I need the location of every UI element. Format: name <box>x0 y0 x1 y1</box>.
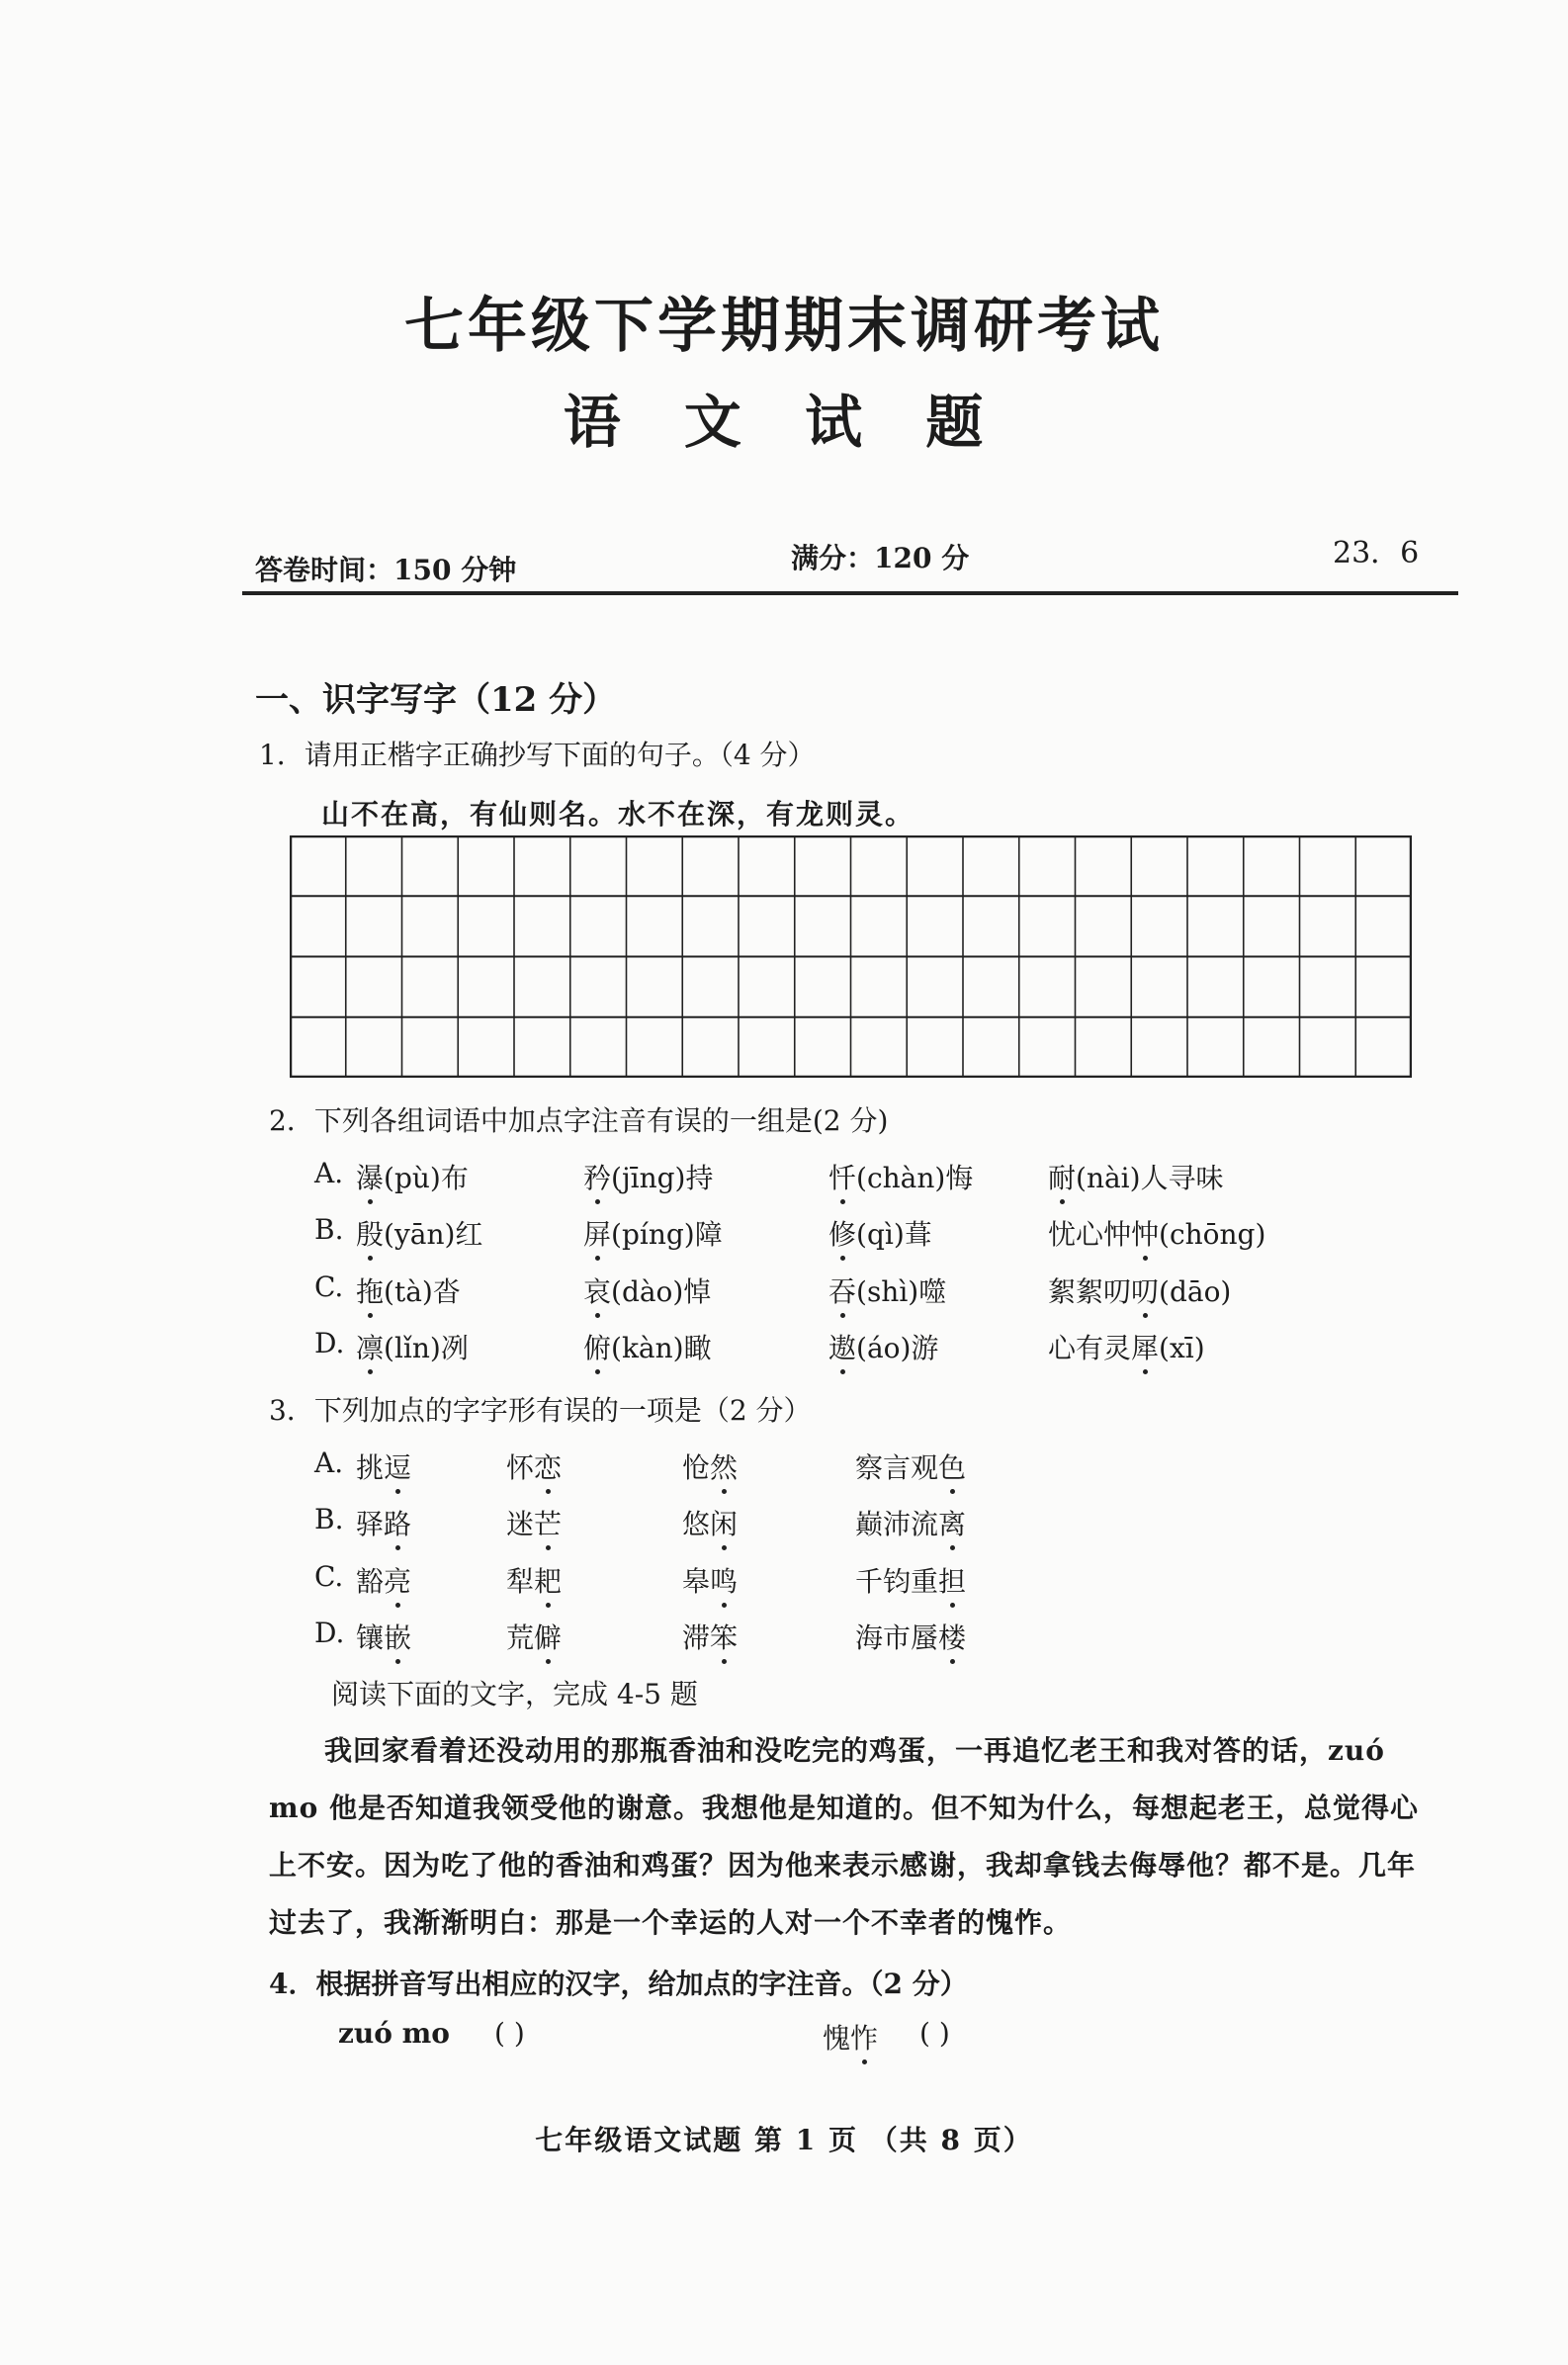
q2-option-letter[interactable]: D. <box>314 1327 345 1359</box>
q4-answer-blank-2[interactable]: ( ) <box>919 2017 950 2050</box>
q2-word: 殷(yān)红 <box>356 1213 482 1253</box>
q3-option-letter[interactable]: D. <box>314 1617 345 1649</box>
q4-word-dotted: 愧怍 <box>823 2022 878 2055</box>
q3-word: 荒僻 <box>506 1617 562 1656</box>
q2-word: 忏(chàn)悔 <box>828 1157 973 1196</box>
exam-subtitle: 语 文 试 题 <box>563 389 1005 456</box>
reading-passage: 我回家看着还没动用的那瓶香油和没吃完的鸡蛋，一再追忆老王和我对答的话，zuó mo 他是否知道我领受他的谢意。我想他是知道的。但不知为什么，每想起老王，总觉得心上不安。因为吃了他的香油和鸡蛋？因为他来表示感谢，我却拿钱去侮辱他？都不是。几年过去了，我渐渐明白：那是一个幸运的人对一个不幸者的愧怍。 <box>269 1734 1420 1939</box>
q2-option-letter[interactable]: C. <box>314 1270 344 1303</box>
q2-word: 俯(kàn)瞰 <box>583 1327 712 1366</box>
page-footer: 七年级语文试题 第 1 页 （共 8 页） <box>535 2124 1033 2156</box>
exam-date: 23．6 <box>1333 536 1420 570</box>
q1-prompt: 1．请用正楷字正确抄写下面的句子。（4 分） <box>259 739 816 771</box>
q3-word: 皋鸣 <box>682 1560 738 1600</box>
q4-pinyin: zuó mo <box>338 2017 450 2050</box>
q2-word: 修(qì)葺 <box>828 1213 932 1253</box>
q2-word: 遨(áo)游 <box>828 1327 938 1366</box>
time-label: 答卷时间：150 分钟 <box>255 554 517 586</box>
writing-grid[interactable] <box>290 835 1412 1078</box>
q3-word: 镶嵌 <box>356 1617 411 1656</box>
q3-word: 怆然 <box>682 1446 738 1486</box>
q2-word: 屏(píng)障 <box>583 1213 723 1253</box>
q3-word: 海市蜃楼 <box>855 1617 966 1656</box>
q2-word: 瀑(pù)布 <box>356 1157 469 1196</box>
q1-sentence: 山不在高，有仙则名。水不在深，有龙则灵。 <box>321 798 915 831</box>
q3-word: 挑逗 <box>356 1446 411 1486</box>
q2-word: 拖(tà)沓 <box>356 1270 461 1310</box>
q2-word: 凛(lǐn)冽 <box>356 1327 469 1366</box>
q3-word: 千钧重担 <box>855 1560 966 1600</box>
q3-word: 豁亮 <box>356 1560 411 1600</box>
q3-word: 巅沛流离 <box>855 1503 966 1542</box>
q3-word: 犁耙 <box>506 1560 562 1600</box>
q3-word: 悠闲 <box>682 1503 738 1542</box>
q2-word: 矜(jīng)持 <box>583 1157 713 1196</box>
q2-word: 忧心忡忡(chōng) <box>1048 1213 1265 1253</box>
q2-word: 心有灵犀(xī) <box>1048 1327 1205 1366</box>
q3-option-letter[interactable]: A. <box>314 1446 344 1479</box>
q4-prompt: 4．根据拼音写出相应的汉字，给加点的字注音。（2 分） <box>269 1968 968 2000</box>
reading-intro: 阅读下面的文字，完成 4-5 题 <box>331 1678 698 1710</box>
q3-word: 滞笨 <box>682 1617 738 1656</box>
score-label: 满分：120 分 <box>791 542 970 574</box>
q3-option-letter[interactable]: B. <box>314 1503 344 1535</box>
exam-title: 七年级下学期期末调研考试 <box>404 292 1164 361</box>
q2-word: 吞(shì)噬 <box>828 1270 946 1310</box>
header-rule <box>242 591 1458 595</box>
q3-word: 察言观色 <box>855 1446 966 1486</box>
q2-word: 耐(nài)人寻味 <box>1048 1157 1224 1196</box>
q3-word: 迷芒 <box>506 1503 562 1542</box>
q2-prompt: 2．下列各组词语中加点字注音有误的一组是(2 分) <box>269 1104 889 1137</box>
q2-word: 絮絮叨叨(dāo) <box>1048 1270 1231 1310</box>
q3-word: 怀恋 <box>506 1446 562 1486</box>
section-heading: 一、识字写字（12 分） <box>255 680 617 720</box>
q3-prompt: 3．下列加点的字字形有误的一项是（2 分） <box>269 1394 812 1427</box>
q4-answer-blank-1[interactable]: ( ) <box>494 2017 525 2050</box>
q2-option-letter[interactable]: B. <box>314 1213 344 1246</box>
q3-word: 驿路 <box>356 1503 411 1542</box>
q2-word: 哀(dào)悼 <box>583 1270 711 1310</box>
q2-option-letter[interactable]: A. <box>314 1157 344 1189</box>
q4-word <box>823 2017 878 2057</box>
q3-option-letter[interactable]: C. <box>314 1560 344 1593</box>
